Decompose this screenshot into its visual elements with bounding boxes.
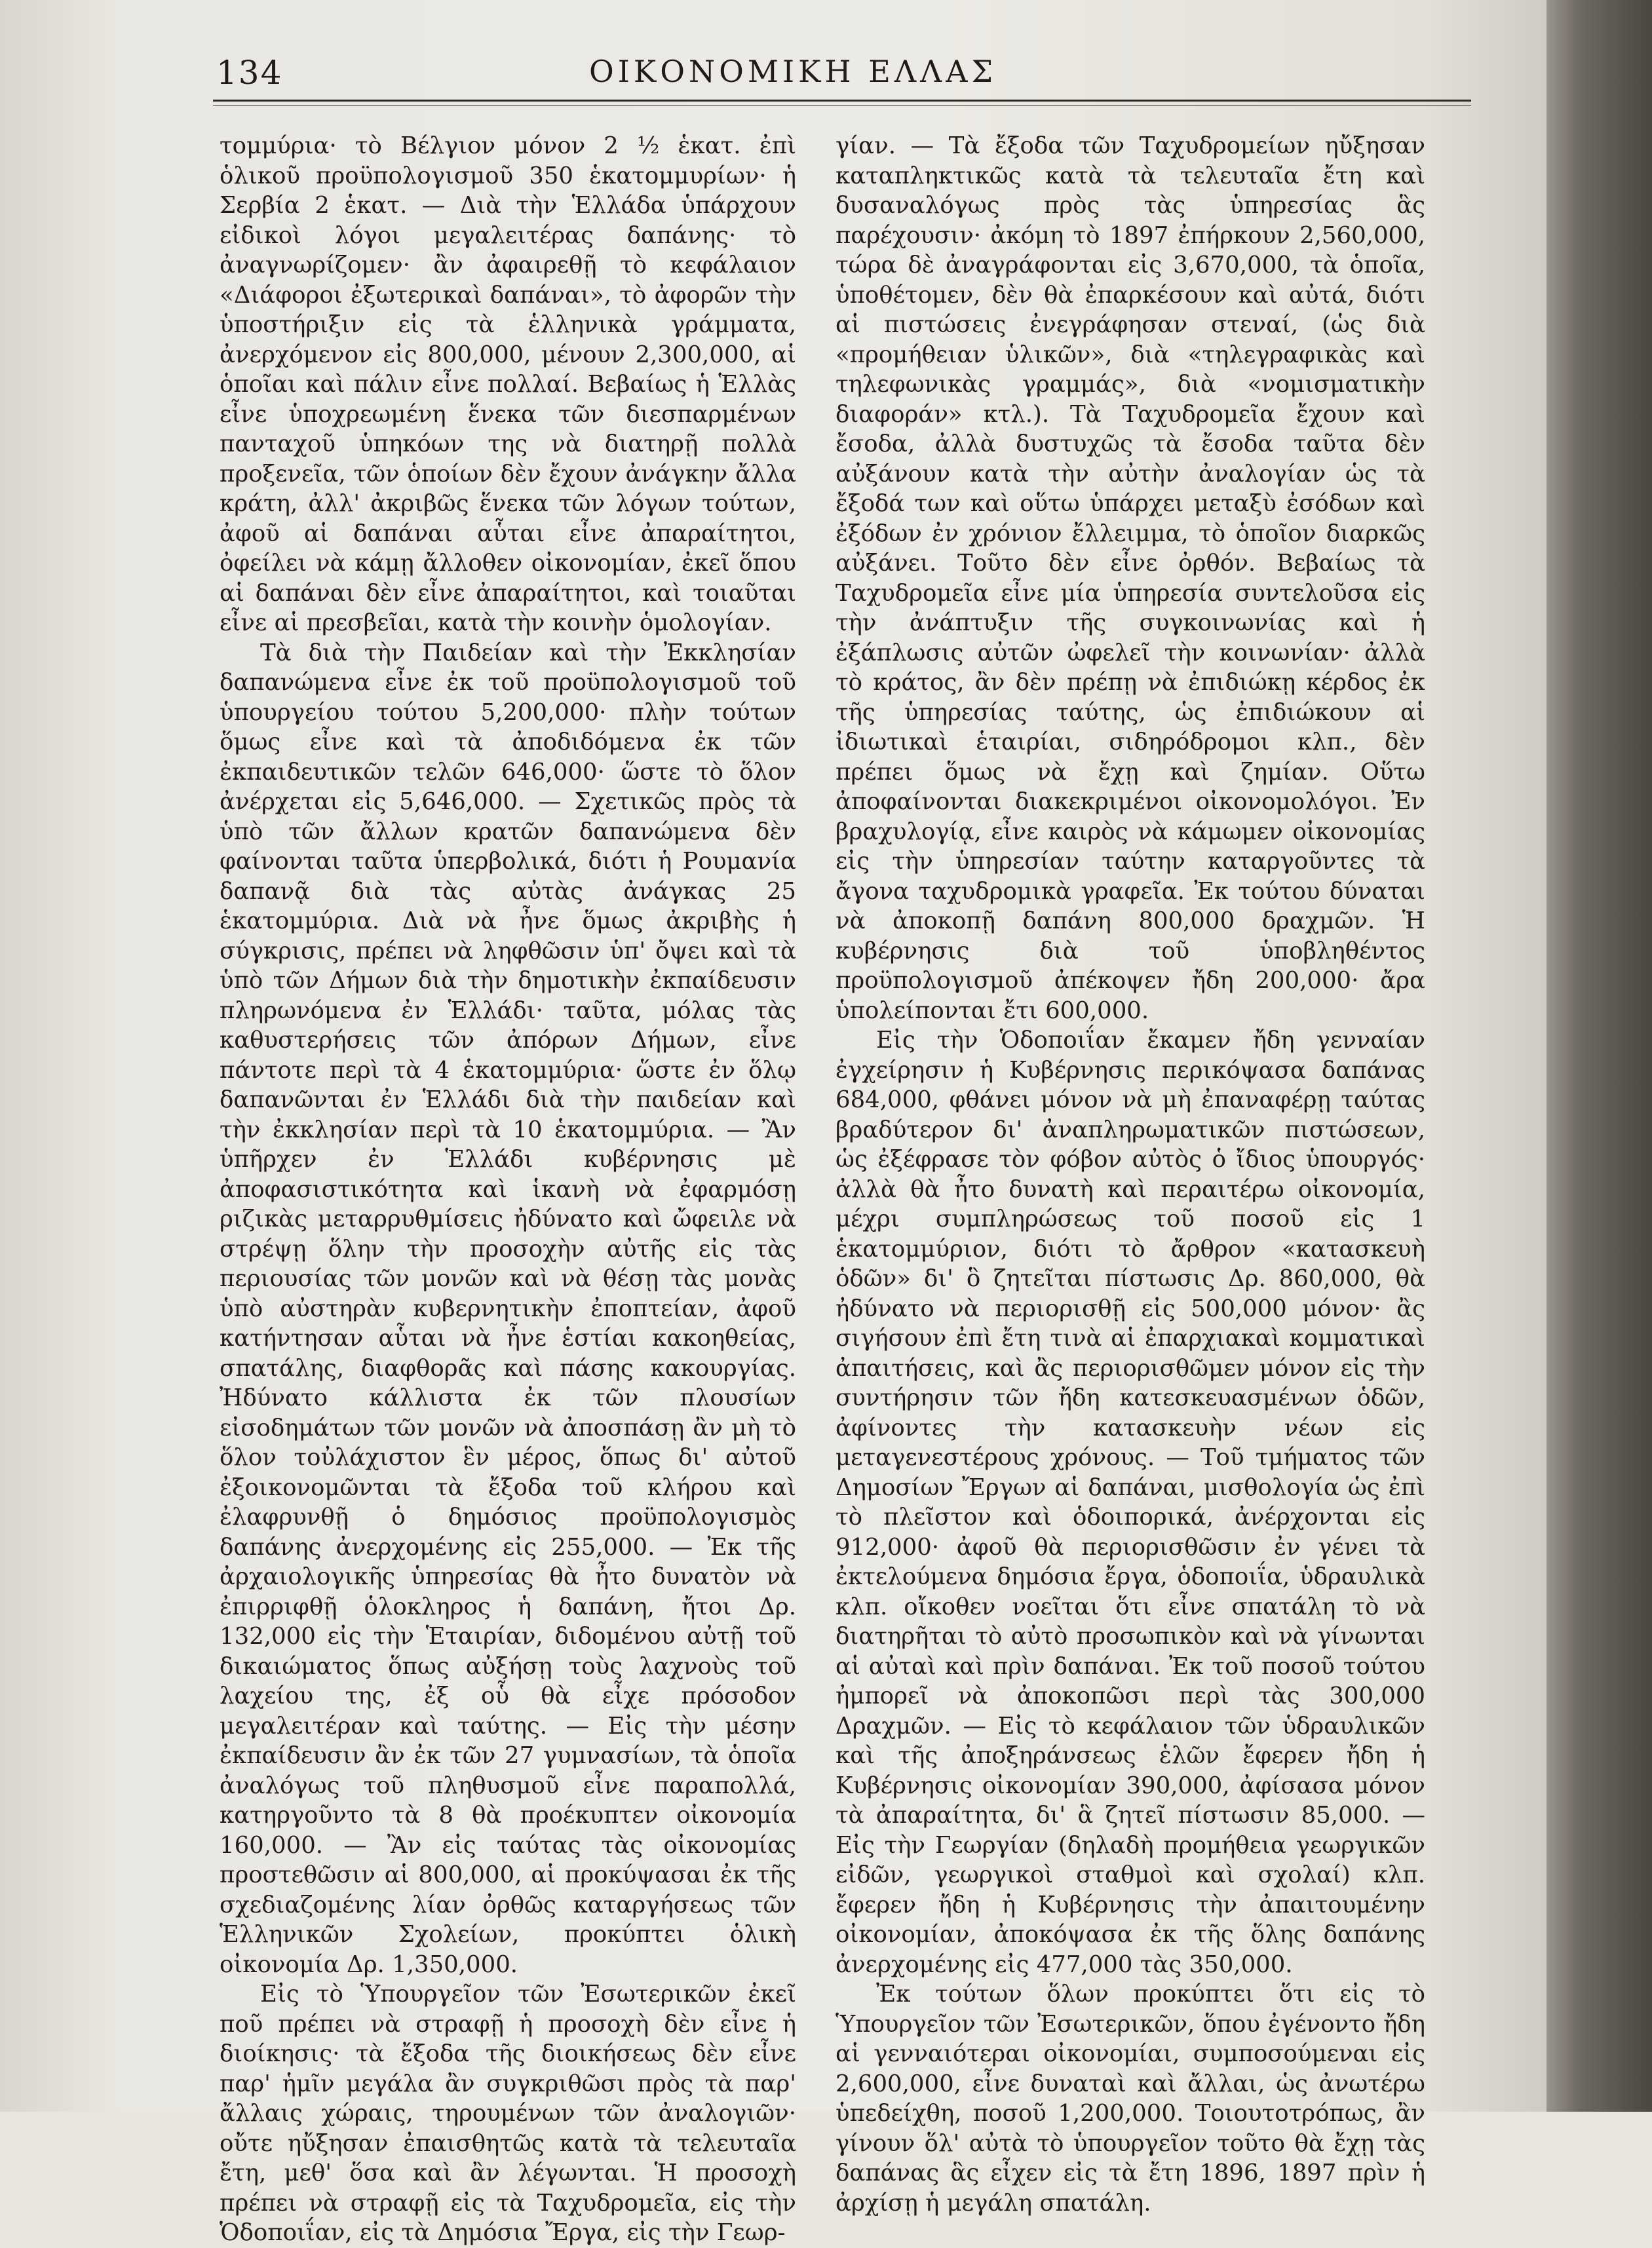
paragraph: Ἐκ τούτων ὅλων προκύπτει ὅτι εἰς τὸ Ὑπουργεῖον τῶν Ἐσωτερικῶν, ὅπου ἐγένοντο ἤδη αἱ γενναιότεραι οἰκονομίαι, συμποσούμεναι εἰς 2,600,000, εἶνε δυναταὶ καὶ ἄλλαι, ὡς ἀνωτέρω ὑπεδείχθη, ποσοῦ 1,200,000. Τοιουτοτρόπως, ἂν γίνουν ὅλ' αὐτὰ τὸ ὑπουργεῖον τοῦτο θὰ ἔχῃ τὰς δαπάνας ἃς εἶχεν εἰς τὰ ἔτη 1896, 1897 πρὶν ἡ ἀρχίσῃ ἡ μεγάλη σπατάλη.: [836, 1981, 1425, 2217]
right-column: [836, 131, 1425, 2217]
page-number: 134: [216, 54, 283, 92]
left-column: [220, 131, 796, 2246]
header-rule: [213, 100, 1471, 102]
paragraph: Τὰ διὰ τὴν Παιδείαν καὶ τὴν Ἐκκλησίαν δαπανώμενα εἶνε ἐκ τοῦ προϋπολογισμοῦ τοῦ ὑπουργείου τούτου 5,200,000· πλὴν τούτων ὅμως εἶνε καὶ τὰ ἀποδιδόμενα ἐκ τῶν ἐκπαιδευτικῶν τελῶν 646,000· ὥστε τὸ ὅλον ἀνέρχεται εἰς 5,646,000. — Σχετικῶς πρὸς τὰ ὑπὸ τῶν ἄλλων κρατῶν δαπανώμενα δὲν φαίνονται ταῦτα ὑπερβολικά, διότι ἡ Ρουμανία δαπανᾷ διὰ τὰς αὐτὰς ἀνάγκας 25 ἑκατομμύρια. Διὰ νὰ ἦνε ὅμως ἀκριβὴς ἡ σύγκρισις, πρέπει νὰ ληφθῶσιν ὑπ' ὄψει καὶ τὰ ὑπὸ τῶν Δήμων διὰ τὴν δημοτικὴν ἐκπαίδευσιν πληρωνόμενα ἐν Ἑλλάδι· ταῦτα, μόλας τὰς καθυστερήσεις τῶν ἀπόρων Δήμων, εἶνε πάντοτε περὶ τὰ 4 ἑκατομμύρια· ὥστε ἐν ὅλῳ δαπανῶνται ἐν Ἑλλάδι διὰ τὴν παιδείαν καὶ τὴν ἐκκλησίαν περὶ τὰ 10 ἑκατομμύρια. — Ἂν ὑπῆρχεν ἐν Ἑλλάδι κυβέρνησις μὲ ἀποφασιστικότητα καὶ ἱκανὴ νὰ ἐφαρμόσῃ ριζικὰς μεταρρυθμίσεις ἠδύνατο καὶ ὤφειλε νὰ στρέψῃ ὅλην τὴν προσοχὴν αὐτῆς εἰς τὰς περιουσίας τῶν μονῶν καὶ νὰ θέσῃ τὰς μονὰς ὑπὸ αὐστηρὰν κυβερνητικὴν ἐποπτείαν, ἀφοῦ κατήντησαν αὗται νὰ ἦνε ἑστίαι κακοηθείας, σπατάλης, διαφθορᾶς καὶ πάσης κακουργίας. Ἠδύνατο κάλλιστα ἐκ τῶν πλουσίων εἰσοδημάτων τῶν μονῶν νὰ ἀποσπάσῃ ἂν μὴ τὸ ὅλον τοὐλάχιστον ἓν μέρος, ὅπως δι' αὐτοῦ ἐξοικονομῶνται τὰ ἔξοδα τοῦ κλήρου καὶ ἐλαφρυνθῇ ὁ δημόσιος προϋπολογισμὸς δαπάνης ἀνερχομένης εἰς 255,000. — Ἐκ τῆς ἀρχαιολογικῆς ὑπηρεσίας θὰ ἦτο δυνατὸν νὰ ἐπιρριφθῇ ὁλοκληρος ἡ δαπάνη, ἤτοι Δρ. 132,000 εἰς τὴν Ἑταιρίαν, διδομένου αὐτῇ τοῦ δικαιώματος ὅπως αὐξήσῃ τοὺς λαχνοὺς τοῦ λαχείου της, ἐξ οὗ θὰ εἶχε πρόσοδον μεγαλειτέραν καὶ ταύτης. — Εἰς τὴν μέσην ἐκπαίδευσιν ἂν ἐκ τῶν 27 γυμνασίων, τὰ ὁποῖα ἀναλόγως τοῦ πληθυσμοῦ εἶνε παραπολλά, κατηργοῦντο τὰ 8 θὰ προέκυπτεν οἰκονομία 160,000. — Ἂν εἰς ταύτας τὰς οἰκονομίας προστεθῶσιν αἱ 800,000, αἱ προκύψασαι ἐκ τῆς σχεδιαζομένης λίαν ὀρθῶς καταργήσεως τῶν Ἑλληνικῶν Σχολείων, προκύπτει ὁλικὴ οἰκονομία Δρ. 1,350,000.: [220, 639, 796, 1978]
paragraph: τομμύρια· τὸ Βέλγιον μόνον 2 ½ ἑκατ. ἐπὶ ὁλικοῦ προϋπολογισμοῦ 350 ἑκατομμυρίων· ἡ Σερβία 2 ἑκατ. — Διὰ τὴν Ἑλλάδα ὑπάρχουν εἰδικοὶ λόγοι μεγαλειτέρας δαπάνης· τὸ ἀναγνωρίζομεν· ἂν ἀφαιρεθῇ τὸ κεφάλαιον «Διάφοροι ἐξωτερικαὶ δαπάναι», τὸ ἀφορῶν τὴν ὑποστήριξιν εἰς τὰ ἑλληνικὰ γράμματα, ἀνερχόμενον εἰς 800,000, μένουν 2,300,000, αἱ ὁποῖαι καὶ πάλιν εἶνε πολλαί. Βεβαίως ἡ Ἑλλὰς εἶνε ὑποχρεωμένη ἕνεκα τῶν διεσπαρμένων πανταχοῦ ὑπηκόων της νὰ διατηρῇ πολλὰ προξενεῖα, τῶν ὁποίων δὲν ἔχουν ἀνάγκην ἄλλα κράτη, ἀλλ' ἀκριβῶς ἕνεκα τῶν λόγων τούτων, ἀφοῦ αἱ δαπάναι αὗται εἶνε ἀπαραίτητοι, ὀφείλει νὰ κάμῃ ἄλλοθεν οἰκονομίαν, ἐκεῖ ὅπου αἱ δαπάναι δὲν εἶνε ἀπαραίτητοι, καὶ τοιαῦται εἶνε αἱ πρεσβεῖαι, κατὰ τὴν κοινὴν ὁμολογίαν.: [220, 132, 796, 636]
book-gutter: [1546, 0, 1652, 2112]
running-title: ΟΙΚΟΝΟΜΙΚΗ ΕΛΛΑΣ: [588, 54, 997, 89]
paragraph: γίαν. — Τὰ ἔξοδα τῶν Ταχυδρομείων ηὔξησαν καταπληκτικῶς κατὰ τὰ τελευταῖα ἔτη καὶ δυσαναλόγως πρὸς τὰς ὑπηρεσίας ἃς παρέχουσιν· ἀκόμη τὸ 1897 ἐπήρκουν 2,560,000, τώρα δὲ ἀναγράφονται εἰς 3,670,000, τὰ ὁποῖα, ὑποθέτομεν, δὲν θὰ ἐπαρκέσουν καὶ αὐτά, διότι αἱ πιστώσεις ἐνεγράφησαν στεναί, (ὡς διὰ «προμήθειαν ὑλικῶν», διὰ «τηλεγραφικὰς καὶ τηλεφωνικὰς γραμμάς», διὰ «νομισματικὴν διαφοράν» κτλ.). Τὰ Ταχυδρομεῖα ἔχουν καὶ ἔσοδα, ἀλλὰ δυστυχῶς τὰ ἔσοδα ταῦτα δὲν αὐξάνουν κατὰ τὴν αὐτὴν ἀναλογίαν ὡς τὰ ἔξοδά των καὶ οὕτω ὑπάρχει μεταξὺ ἐσόδων καὶ ἐξόδων ἐν χρόνιον ἔλλειμμα, τὸ ὁποῖον διαρκῶς αὐξάνει. Τοῦτο δὲν εἶνε ὀρθόν. Βεβαίως τὰ Ταχυδρομεῖα εἶνε μία ὑπηρεσία συντελοῦσα εἰς τὴν ἀνάπτυξιν τῆς συγκοινωνίας καὶ ἡ ἐξάπλωσις αὐτῶν ὠφελεῖ τὴν κοινωνίαν· ἀλλὰ τὸ κράτος, ἂν δὲν πρέπῃ νὰ ἐπιδιώκῃ κέρδος ἐκ τῆς ὑπηρεσίας ταύτης, ὡς ἐπιδιώκουν αἱ ἰδιωτικαὶ ἑταιρίαι, σιδηρόδρομοι κλπ., δὲν πρέπει ὅμως νὰ ἔχῃ καὶ ζημίαν. Οὕτω ἀποφαίνονται διακεκριμένοι οἰκονομολόγοι. Ἐν βραχυλογίᾳ, εἶνε καιρὸς νὰ κάμωμεν οἰκονομίας εἰς τὴν ὑπηρεσίαν ταύτην καταργοῦντες τὰ ἄγονα ταχυδρομικὰ γραφεῖα. Ἐκ τούτου δύναται νὰ ἀποκοπῇ δαπάνη 800,000 δραχμῶν. Ἡ κυβέρνησις διὰ τοῦ ὑποβληθέντος προϋπολογισμοῦ ἀπέκοψεν ἤδη 200,000· ἄρα ὑπολείπονται ἔτι 600,000.: [836, 132, 1425, 1024]
paragraph: Εἰς τὸ Ὑπουργεῖον τῶν Ἐσωτερικῶν ἐκεῖ ποῦ πρέπει νὰ στραφῇ ἡ προσοχὴ δὲν εἶνε ἡ διοίκησις· τὰ ἔξοδα τῆς διοικήσεως δὲν εἶνε παρ' ἡμῖν μεγάλα ἂν συγκριθῶσι πρὸς τὰ παρ' ἄλλαις χώραις, τηρουμένων τῶν ἀναλογιῶν· οὔτε ηὔξησαν ἐπαισθητῶς κατὰ τὰ τελευταῖα ἔτη, μεθ' ὅσα καὶ ἂν λέγωνται. Ἡ προσοχὴ πρέπει νὰ στραφῇ εἰς τὰ Ταχυδρομεῖα, εἰς τὴν Ὁδοποιΐαν, εἰς τὰ Δημόσια Ἔργα, εἰς τὴν Γεωρ-: [220, 1981, 796, 2246]
paragraph: Εἰς τὴν Ὁδοποιΐαν ἔκαμεν ἤδη γενναίαν ἐγχείρησιν ἡ Κυβέρνησις περικόψασα δαπάνας 684,000, φθάνει μόνον νὰ μὴ ἐπαναφέρῃ ταύτας βραδύτερον δι' ἀναπληρωματικῶν πιστώσεων, ὡς ἐξέφρασε τὸν φόβον αὐτὸς ὁ ἴδιος ὑπουργός· ἀλλὰ θὰ ἦτο δυνατὴ καὶ περαιτέρω οἰκονομία, μέχρι συμπληρώσεως τοῦ ποσοῦ εἰς 1 ἑκατομμύριον, διότι τὸ ἄρθρον «κατασκευὴ ὁδῶν» δι' ὃ ζητεῖται πίστωσις Δρ. 860,000, θὰ ἠδύνατο νὰ περιορισθῇ εἰς 500,000 μόνον· ἂς σιγήσουν ἐπὶ ἔτη τινὰ αἱ ἐπαρχιακαὶ κομματικαὶ ἀπαιτήσεις, καὶ ἂς περιορισθῶμεν μόνον εἰς τὴν συντήρησιν τῶν ἤδη κατεσκευασμένων ὁδῶν, ἀφίνοντες τὴν κατασκευὴν νέων εἰς μεταγενεστέρους χρόνους. — Τοῦ τμήματος τῶν Δημοσίων Ἔργων αἱ δαπάναι, μισθολογία ὡς ἐπὶ τὸ πλεῖστον καὶ ὁδοιπορικά, ἀνέρχονται εἰς 912,000· ἀφοῦ θὰ περιορισθῶσιν ἐν γένει τὰ ἐκτελούμενα δημόσια ἔργα, ὁδοποιΐα, ὑδραυλικὰ κλπ. οἴκοθεν νοεῖται ὅτι εἶνε σπατάλη τὸ νὰ διατηρῆται τὸ αὐτὸ προσωπικὸν καὶ νὰ γίνωνται αἱ αὐταὶ καὶ πρὶν δαπάναι. Ἐκ τοῦ ποσοῦ τούτου ἠμπορεῖ νὰ ἀποκοπῶσι περὶ τὰς 300,000 Δραχμῶν. — Εἰς τὸ κεφάλαιον τῶν ὑδραυλικῶν καὶ τῆς ἀποξηράνσεως ἑλῶν ἔφερεν ἤδη ἡ Κυβέρνησις οἰκονομίαν 390,000, ἀφίσασα μόνον τὰ ἀπαραίτητα, δι' ἃ ζητεῖ πίστωσιν 85,000. — Εἰς τὴν Γεωργίαν (δηλαδὴ προμήθεια γεωργικῶν εἰδῶν, γεωργικοὶ σταθμοὶ καὶ σχολαί) κλπ. ἔφερεν ἤδη ἡ Κυβέρνησις τὴν ἀπαιτουμένην οἰκονομίαν, ἀποκόψασα ἐκ τῆς ὅλης δαπάνης ἀνερχομένης εἰς 477,000 τὰς 350,000.: [836, 1027, 1425, 1978]
